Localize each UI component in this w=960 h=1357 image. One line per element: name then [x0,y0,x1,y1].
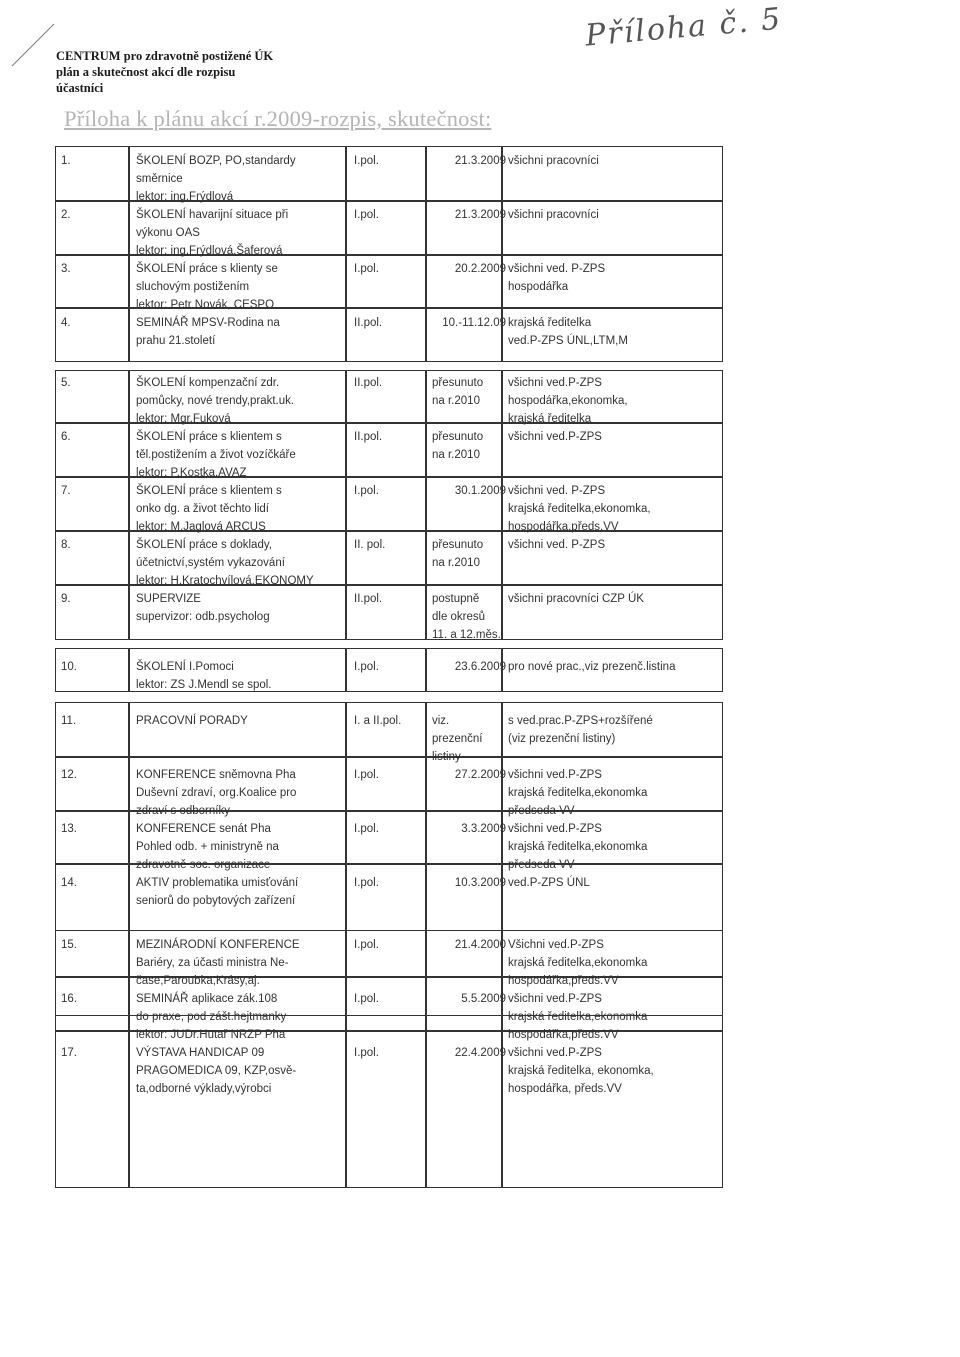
event-participants: všichni ved.P-ZPS krajská ředitelka,ekonomka hospodářka,předs.VV [508,993,648,1041]
events-table [55,146,725,1306]
row-number: 2. [61,209,71,221]
event-date: 20.2.2009 [454,263,506,275]
row-number: 10. [61,661,77,673]
column-divider [128,648,130,692]
event-form: II.pol. [354,317,383,329]
row-number: 7. [61,485,71,497]
event-participants: všichni ved. P-ZPS krajská ředitelka,ekonomka, hospodářka,předs.VV [508,485,651,533]
header-participants-line: účastníci [56,81,104,95]
event-participants: všichni ved.P-ZPS krajská ředitelka, ekonomka, hospodářka, předs.VV [508,1047,654,1095]
column-divider [425,648,427,692]
event-form: I.pol. [354,209,379,221]
event-title: PRACOVNÍ PORADY [136,715,248,727]
event-participants: všichni ved. P-ZPS hospodářka [508,263,606,293]
event-date: 30.1.2009 [454,485,506,497]
column-divider [425,146,427,308]
event-participants: s ved.prac.P-ZPS+rozšířené (viz prezenční listiny) [508,715,653,745]
row-number: 6. [61,431,71,443]
header-plan-line: plán a skutečnost akcí dle rozpisu [56,65,236,79]
event-participants: všichni ved.P-ZPS hospodářka,ekonomka, krajská ředitelka [508,377,628,425]
event-title: AKTIV problematika umisťování seniorů do pobytových zařízení [136,877,299,907]
row-number: 11. [61,715,77,727]
event-title: ŠKOLENÍ práce s klientem s těl.postižením a život vozíčkáře lektor: P.Kostka,AVAZ [136,431,296,479]
event-date: 23.6.2009 [454,661,506,673]
event-title: KONFERENCE sněmovna Pha Duševní zdraví, org.Koalice pro zdraví s odborníky [136,769,297,817]
event-date: 3.3.2009 [461,823,506,835]
event-date: 5.5.2009 [461,993,506,1005]
column-divider [128,146,130,308]
row-number: 15. [61,939,77,951]
row-number: 3. [61,263,71,275]
event-title: ŠKOLENÍ havarijní situace při výkonu OAS lektor: ing.Frýdlová,Šaferová [136,209,289,257]
event-form: I.pol. [354,1047,379,1059]
event-form: I.pol. [354,155,379,167]
row-number: 1. [61,155,71,167]
event-participants: všichni ved.P-ZPS [508,431,602,443]
row-number: 8. [61,539,71,551]
column-divider [128,930,130,1188]
event-title: ŠKOLENÍ práce s klienty se sluchovým postižením lektor: Petr Novák, CESPO [136,263,278,311]
event-form: I.pol. [354,823,379,835]
row-number: 12. [61,769,77,781]
event-date: 21.3.2009 [454,209,506,221]
row-number: 17. [61,1047,77,1059]
event-title: MEZINÁRODNÍ KONFERENCE Bariéry, za účasti ministra Ne- čase,Paroubka,Krásy,aj. [136,939,300,987]
row-number: 16. [61,993,77,1005]
event-form: I.pol. [354,263,379,275]
row-number: 9. [61,593,71,605]
document-header [56,48,273,96]
event-date: přesunuto na r.2010 [432,539,484,569]
event-date: 21.4.2000 [454,939,506,951]
event-title: VÝSTAVA HANDICAP 09 PRAGOMEDICA 09, KZP,osvě- ta,odborné výklady,výrobci [136,1047,297,1095]
event-form: I.pol. [354,993,379,1005]
column-divider [425,930,427,1188]
event-participants: Všichni ved.P-ZPS krajská ředitelka,ekonomka hospodářka,předs.VV [508,939,648,987]
event-title: ŠKOLENÍ práce s doklady, účetnictví,systém vykazování lektor: H.Kratochvílová,EKONOMY [136,539,314,587]
event-date: 10.3.2009 [454,877,506,889]
event-form: II.pol. [354,377,383,389]
handwritten-annotation: Příloha č. 5 [583,1,784,54]
document-subtitle: Příloha k plánu akcí r.2009-rozpis, skutečnost: [64,106,492,131]
event-date: 21.3.2009 [454,155,506,167]
event-date: 10.-11.12.09 [442,317,506,329]
event-form: I.pol. [354,877,379,889]
column-divider [128,702,130,864]
event-participants: ved.P-ZPS ÚNL [508,877,590,889]
event-form: II.pol. [354,593,383,605]
event-form: I.pol. [354,485,379,497]
column-divider [425,308,427,362]
header-organization: CENTRUM pro zdravotně postižené ÚK [56,49,274,63]
event-title: KONFERENCE senát Pha Pohled odb. + ministryně na zdravotně soc. organizace [136,823,279,871]
event-participants: všichni pracovníci [508,155,599,167]
event-participants: všichni ved.P-ZPS krajská ředitelka,ekonomka předseda VV [508,769,648,817]
row-number: 5. [61,377,71,389]
event-title: ŠKOLENÍ kompenzační zdr. pomůcky, nové trendy,prakt.uk. lektor: Mgr.Fuková [136,377,295,425]
row-divider [55,756,723,758]
column-divider [425,702,427,864]
event-date: 27.2.2009 [454,769,506,781]
row-number: 4. [61,317,71,329]
pen-stroke-mark [8,20,58,70]
event-form: I. a II.pol. [354,715,402,727]
column-divider [425,370,427,640]
column-divider [128,370,130,640]
event-form: I.pol. [354,769,379,781]
event-form: I.pol. [354,661,379,673]
row-number: 14. [61,877,77,889]
event-participants: všichni pracovníci CZP ÚK [508,593,644,605]
event-date: přesunuto na r.2010 [432,377,484,407]
event-date: 22.4.2009 [454,1047,506,1059]
event-participants: krajská ředitelka ved.P-ZPS ÚNL,LTM,M [508,317,628,347]
event-participants: všichni ved.P-ZPS krajská ředitelka,ekonomka předseda VV [508,823,648,871]
event-title: SUPERVIZE supervizor: odb.psycholog [136,593,270,623]
column-divider [128,308,130,362]
event-form: I.pol. [354,939,379,951]
event-participants: pro nové prac.,viz prezenč.listina [508,661,676,673]
event-title: ŠKOLENÍ BOZP, PO,standardy směrnice lektor: ing.Frýdlová [136,155,296,203]
row-number: 13. [61,823,77,835]
event-title: SEMINÁŘ MPSV-Rodina na prahu 21.století [136,317,280,347]
column-divider [501,146,503,308]
event-date: přesunuto na r.2010 [432,431,484,461]
event-participants: všichni pracovníci [508,209,599,221]
event-title: ŠKOLENÍ I.Pomoci lektor: ZS J.Mendl se spol. [136,661,272,691]
event-participants: všichni ved. P-ZPS [508,539,606,551]
event-date: postupně dle okresů 11. a 12.měs. [432,593,501,641]
event-title: SEMINÁŘ aplikace zák.108 do praxe, pod zášt.hejtmanky lektor: JUDr.Hutař NRZP Pha [136,993,287,1041]
event-form: II.pol. [354,431,383,443]
event-form: II. pol. [354,539,386,551]
event-date: viz. prezenční listiny [432,715,483,763]
event-title: ŠKOLENÍ práce s klientem s onko dg. a život těchto lidí lektor: M.Jaglová ARCUS [136,485,282,533]
